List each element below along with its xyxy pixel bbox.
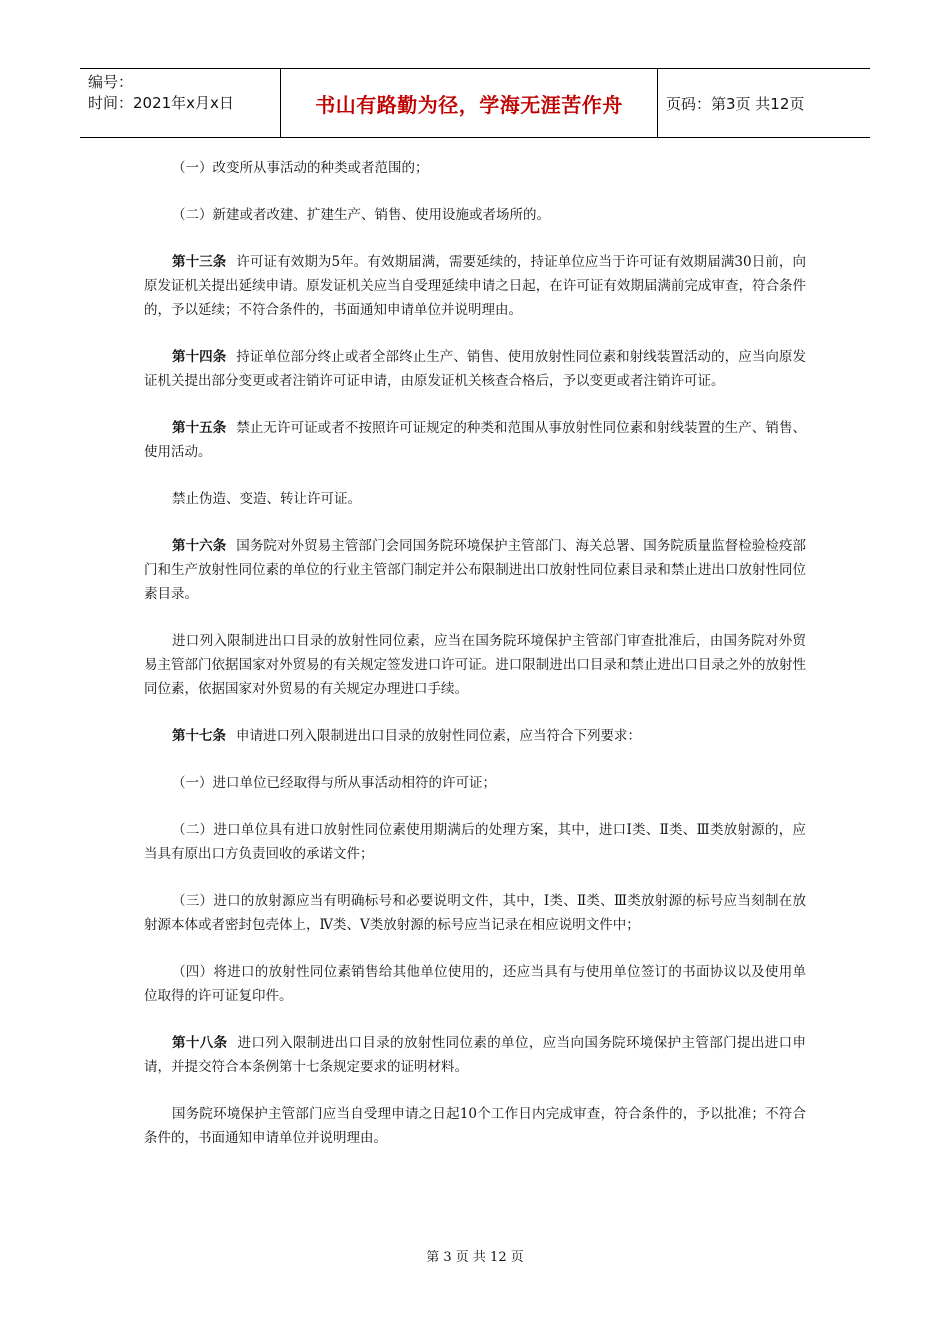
document-number-label: 编号： bbox=[88, 73, 134, 91]
paragraph-text: 许可证有效期为5年。有效期届满，需要延续的，持证单位应当于许可证有效期届满30日前，向原发证机关提出延续申请。原发证机关应当自受理延续申请之日起，在许可证有效期届满前完成审查，符合条件的，予以延续；不符合条件的，书面通知申请单位并说明理由。 bbox=[144, 254, 806, 318]
paragraph bbox=[144, 250, 806, 322]
paragraph bbox=[144, 156, 806, 180]
paragraph-text: 进口列入限制进出口目录的放射性同位素，应当在国务院环境保护主管部门审查批准后，由国务院对外贸易主管部门依据国家对外贸易的有关规定签发进口许可证。进口限制进出口目录和禁止进出口目录之外的放射性同位素，依据国家对外贸易的有关规定办理进口手续。 bbox=[144, 633, 806, 697]
paragraph-text: （二）进口单位具有进口放射性同位素使用期满后的处理方案，其中，进口Ⅰ类、Ⅱ类、Ⅲ类放射源的，应当具有原出口方负责回收的承诺文件； bbox=[144, 822, 806, 862]
paragraph-text: （三）进口的放射源应当有明确标号和必要说明文件，其中，Ⅰ类、Ⅱ类、Ⅲ类放射源的标号应当刻制在放射源本体或者密封包壳体上，Ⅳ类、Ⅴ类放射源的标号应当记录在相应说明文件中； bbox=[144, 893, 806, 933]
paragraph-text: （一）进口单位已经取得与所从事活动相符的许可证； bbox=[172, 775, 496, 791]
article-heading: 第十三条 bbox=[172, 254, 227, 270]
paragraph bbox=[144, 818, 806, 866]
document-date: 时间：2021年x月x日 bbox=[88, 94, 234, 112]
paragraph-text: （四）将进口的放射性同位素销售给其他单位使用的，还应当具有与使用单位签订的书面协议以及使用单位取得的许可证复印件。 bbox=[144, 964, 806, 1004]
paragraph-text: （一）改变所从事活动的种类或者范围的； bbox=[172, 160, 429, 176]
paragraph-text: 国务院环境保护主管部门应当自受理申请之日起10个工作日内完成审查，符合条件的，予以批准；不符合条件的，书面通知申请单位并说明理由。 bbox=[144, 1106, 806, 1146]
paragraph bbox=[144, 960, 806, 1008]
article-heading: 第十八条 bbox=[172, 1035, 228, 1051]
paragraph-text: 申请进口列入限制进出口目录的放射性同位素，应当符合下列要求： bbox=[236, 728, 641, 744]
paragraph bbox=[144, 724, 806, 748]
paragraph bbox=[144, 1102, 806, 1150]
header-meta bbox=[80, 69, 280, 137]
paragraph-text: 禁止伪造、变造、转让许可证。 bbox=[172, 491, 361, 507]
paragraph bbox=[144, 1031, 806, 1079]
paragraph bbox=[144, 889, 806, 937]
article-heading: 第十七条 bbox=[172, 728, 226, 744]
page-footer: 第 3 页 共 12 页 bbox=[426, 1250, 524, 1265]
paragraph-text: 国务院对外贸易主管部门会同国务院环境保护主管部门、海关总署、国务院质量监督检验检疫部门和生产放射性同位素的单位的行业主管部门制定并公布限制进出口放射性同位素目录和禁止进出口放射性同位素目录。 bbox=[144, 538, 807, 602]
paragraph bbox=[144, 487, 806, 511]
header-motto: 书山有路勤为径，学海无涯苦作舟 bbox=[280, 69, 658, 137]
article-heading: 第十五条 bbox=[172, 420, 227, 436]
paragraph-text: 进口列入限制进出口目录的放射性同位素的单位，应当向国务院环境保护主管部门提出进口申请，并提交符合本条例第十七条规定要求的证明材料。 bbox=[144, 1035, 806, 1075]
document-body bbox=[144, 156, 806, 1173]
paragraph bbox=[144, 771, 806, 795]
paragraph bbox=[144, 416, 806, 464]
paragraph bbox=[144, 629, 806, 701]
paragraph-text: 禁止无许可证或者不按照许可证规定的种类和范围从事放射性同位素和射线装置的生产、销售、使用活动。 bbox=[144, 420, 807, 460]
article-heading: 第十四条 bbox=[172, 349, 227, 365]
paragraph-text: 持证单位部分终止或者全部终止生产、销售、使用放射性同位素和射线装置活动的，应当向原发证机关提出部分变更或者注销许可证申请，由原发证机关核查合格后，予以变更或者注销许可证。 bbox=[144, 349, 807, 389]
paragraph bbox=[144, 203, 806, 227]
paragraph bbox=[144, 345, 806, 393]
paragraph-text: （二）新建或者改建、扩建生产、销售、使用设施或者场所的。 bbox=[172, 207, 550, 223]
header-page-info: 页码：第3页 共12页 bbox=[666, 94, 805, 113]
article-heading: 第十六条 bbox=[172, 538, 227, 554]
page-header bbox=[80, 68, 870, 138]
paragraph bbox=[144, 534, 806, 606]
